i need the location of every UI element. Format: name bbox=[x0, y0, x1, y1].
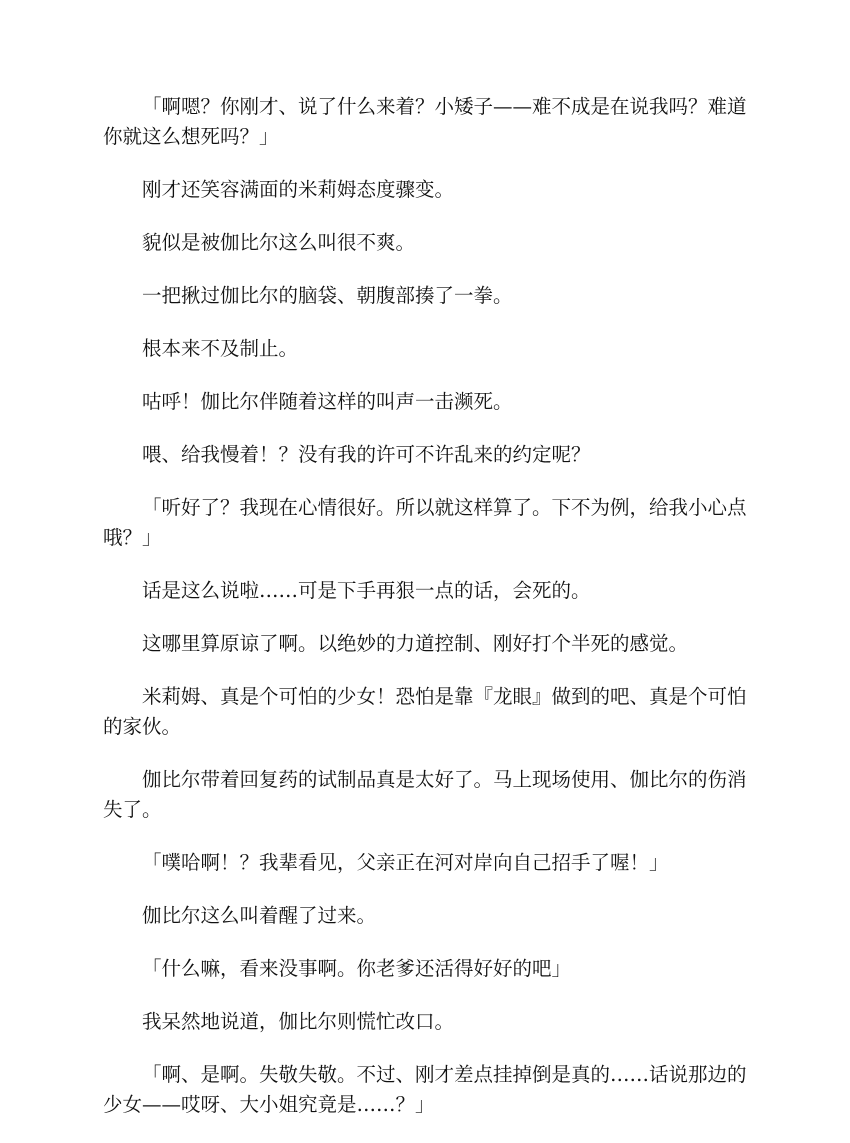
paragraph-2: 刚才还笑容满面的米莉姆态度骤变。 bbox=[142, 178, 455, 201]
paragraph-11: 米莉姆、真是个可怕的少女！恐怕是靠『龙眼』做到的吧、真是个可怕的家伙。 bbox=[103, 685, 747, 738]
paragraph-16: 我呆然地说道，伽比尔则慌忙改口。 bbox=[142, 1010, 455, 1033]
paragraph-3: 貌似是被伽比尔这么叫很不爽。 bbox=[142, 231, 416, 254]
paragraph-8: 「听好了？我现在心情很好。所以就这样算了。下不为例，给我小心点哦？」 bbox=[103, 496, 747, 549]
paragraph-10: 这哪里算原谅了啊。以绝妙的力道控制、刚好打个半死的感觉。 bbox=[142, 632, 689, 655]
paragraph-4: 一把揪过伽比尔的脑袋、朝腹部揍了一拳。 bbox=[142, 284, 513, 307]
paragraph-5: 根本来不及制止。 bbox=[142, 337, 299, 360]
paragraph-7: 喂、给我慢着！？没有我的许可不许乱来的约定呢？ bbox=[142, 443, 591, 466]
paragraph-14: 伽比尔这么叫着醒了过来。 bbox=[142, 904, 377, 927]
document-body bbox=[103, 92, 748, 1143]
paragraph-17: 「啊、是啊。失敬失敬。不过、刚才差点挂掉倒是真的……话说那边的少女——哎呀、大小姐究竟是……？」 bbox=[103, 1063, 747, 1116]
paragraph-9: 话是这么说啦……可是下手再狠一点的话，会死的。 bbox=[142, 579, 591, 602]
paragraph-15: 「什么嘛，看来没事啊。你老爹还活得好好的吧」 bbox=[142, 957, 572, 980]
paragraph-6: 咕呼！伽比尔伴随着这样的叫声一击濒死。 bbox=[142, 390, 513, 413]
paragraph-13: 「噗哈啊！？我辈看见，父亲正在河对岸向自己招手了喔！」 bbox=[142, 851, 669, 874]
paragraph-1: 「啊嗯？你刚才、说了什么来着？小矮子——难不成是在说我吗？难道你就这么想死吗？」 bbox=[103, 95, 747, 148]
paragraph-12: 伽比尔带着回复药的试制品真是太好了。马上现场使用、伽比尔的伤消失了。 bbox=[103, 768, 747, 821]
